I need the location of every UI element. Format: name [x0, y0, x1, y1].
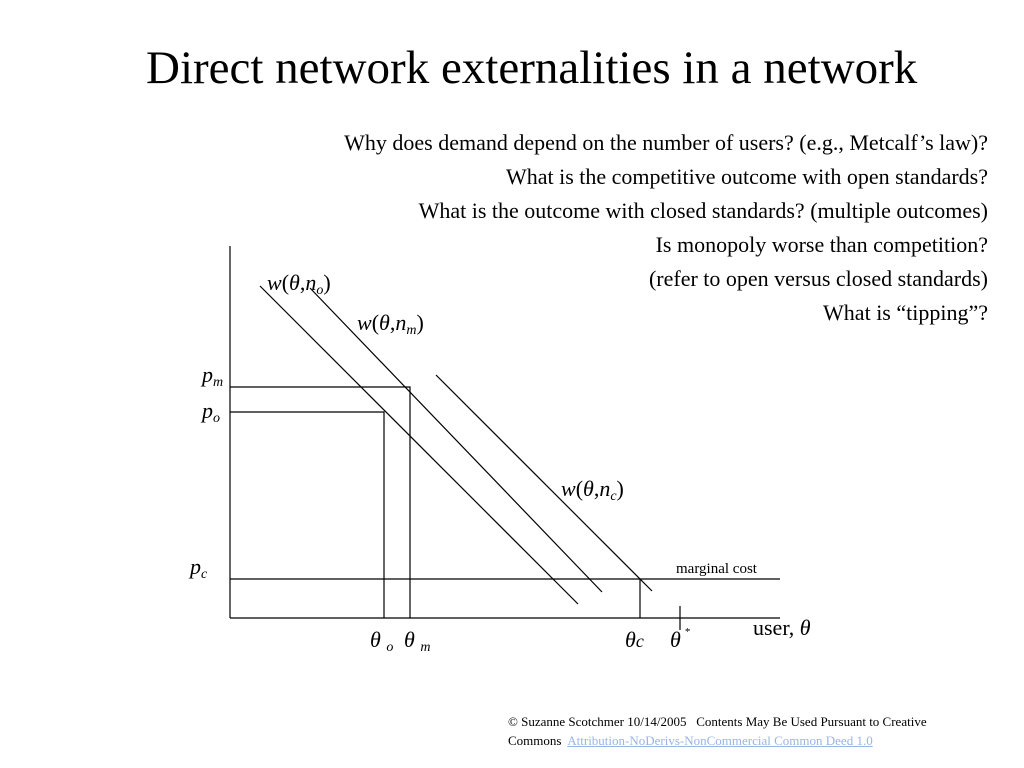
license-link[interactable]: Attribution-NoDerivs-NonCommercial Common Deed 1.0: [567, 733, 873, 748]
theta-m-label: θ $_m$: [404, 627, 431, 655]
po-guide-line: [230, 412, 384, 618]
marginal-cost-label: marginal cost: [676, 561, 757, 577]
theta-o-label: θ $_o$: [370, 627, 394, 655]
price-label-pc: $p_c$: [190, 554, 208, 582]
theta-star-label: θ *: [670, 625, 691, 652]
price-label-pm: $p_m$: [202, 362, 224, 390]
question-item: Is monopoly worse than competition?: [655, 232, 988, 257]
demand-curve-nm: [310, 288, 602, 592]
curve-label-w-nm: $w(\theta,n_m)$: [357, 310, 424, 338]
x-axis-label: user, θ: [753, 615, 811, 640]
footer-line-2: Commons Attribution-NoDerivs-NonCommercial Common Deed 1.0: [508, 733, 873, 748]
curve-label-w-no: $w(\theta,n_o)$: [267, 270, 331, 298]
question-item: (refer to open versus closed standards): [648, 266, 988, 291]
footer-line-1: © Suzanne Scotchmer 10/14/2005 Contents May Be Used Pursuant to Creative: [508, 714, 927, 729]
question-item: Why does demand depend on the number of users? (e.g., Metcalf’s law)?: [344, 130, 988, 155]
curve-label-w-nc: $w(\theta,n_c)$: [561, 476, 624, 504]
question-item: What is the outcome with closed standards? (multiple outcomes): [418, 198, 988, 223]
slide-title: Direct network externalities in a network: [146, 42, 918, 94]
question-item: What is “tipping”?: [823, 300, 988, 325]
theta-c-label: θc: [625, 627, 644, 652]
price-label-po: $p_o$: [202, 398, 220, 426]
question-item: What is the competitive outcome with open standards?: [505, 164, 988, 189]
copyright-footer: [508, 712, 927, 750]
pm-guide-line: [230, 387, 410, 618]
